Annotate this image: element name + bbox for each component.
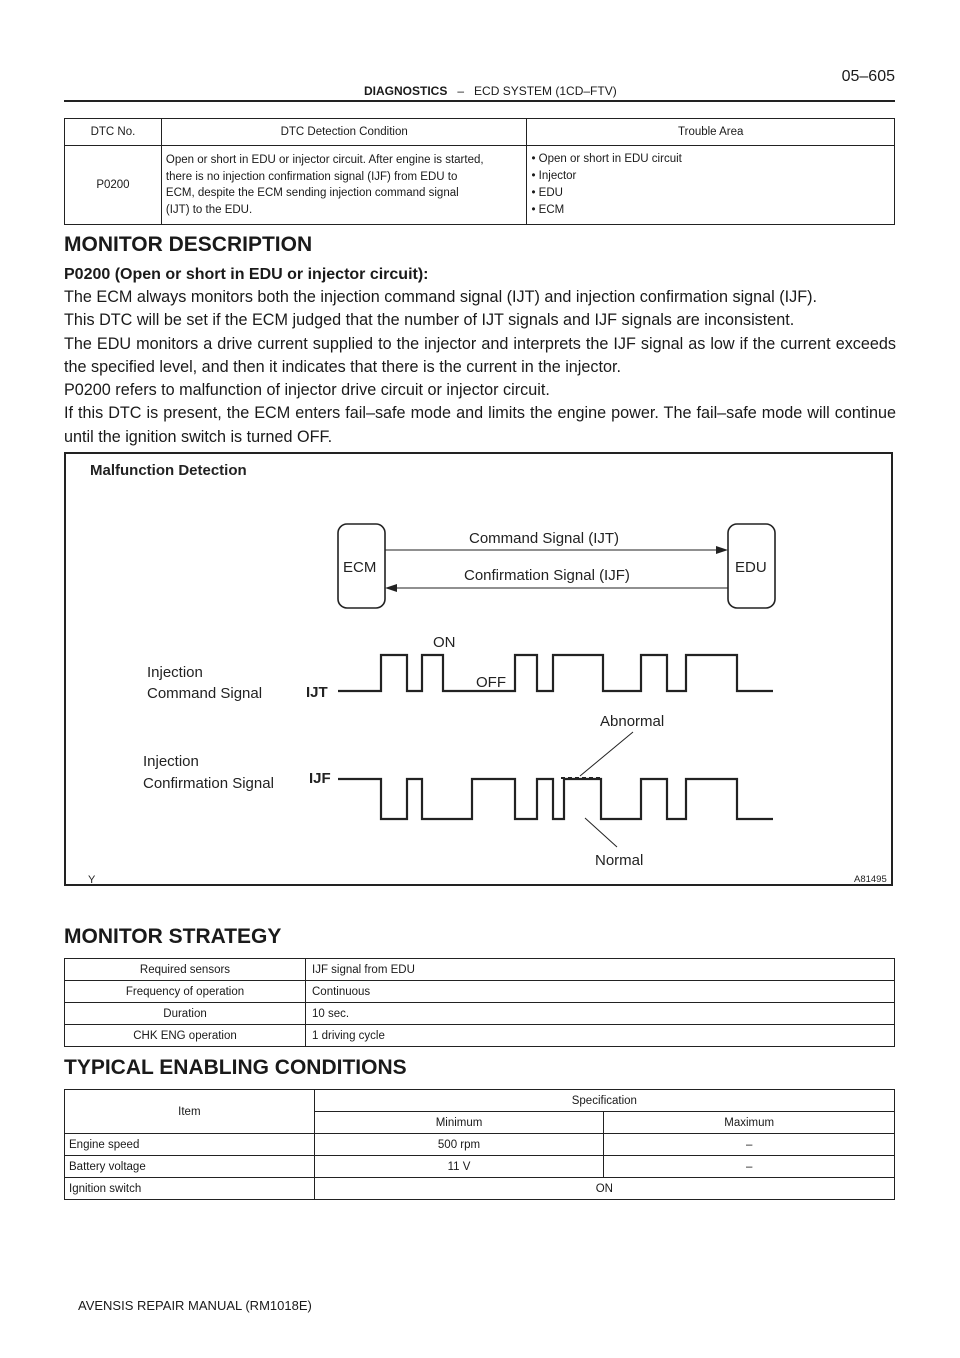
dtc-header-condition: DTC Detection Condition <box>161 119 527 146</box>
malfunction-detection-diagram <box>66 454 895 888</box>
strategy-key: Frequency of operation <box>65 981 306 1003</box>
dtc-code: P0200 <box>65 146 162 225</box>
on-label: ON <box>433 634 456 651</box>
table-row <box>65 1156 895 1178</box>
strategy-key: Duration <box>65 1003 306 1025</box>
description-paragraph: P0200 refers to malfunction of injector drive circuit or injector circuit. <box>64 381 550 400</box>
item-header: Item <box>65 1090 315 1134</box>
header-subsection: ECD SYSTEM (1CD–FTV) <box>474 84 617 98</box>
page-header <box>64 60 895 100</box>
strategy-value: Continuous <box>306 981 895 1003</box>
abnormal-label: Abnormal <box>600 713 665 730</box>
ijf-row-label: Injection <box>143 753 199 770</box>
specification-header: Specification <box>314 1090 894 1112</box>
trouble-area-item: • Open or short in EDU circuit <box>531 153 682 165</box>
dtc-condition-line: there is no injection confirmation signal (IJF) from EDU to <box>165 170 458 183</box>
confirmation-signal-label: Confirmation Signal (IJF) <box>464 567 630 584</box>
description-paragraph: This DTC will be set if the ECM judged that the number of IJT signals and IJF signals are inconsistent. <box>64 311 795 330</box>
strategy-key: CHK ENG operation <box>65 1025 306 1047</box>
description-paragraph: The EDU monitors a drive current supplied to the injector and interprets the IJF signal as low if the current exceeds the specified level, and then it indicates that there is the current in the injector. <box>64 334 896 376</box>
monitor-description-subtitle: P0200 (Open or short in EDU or injector circuit): <box>64 266 429 283</box>
ijt-waveform <box>338 655 773 691</box>
normal-label: Normal <box>595 852 644 869</box>
trouble-area-item: • Injector <box>531 170 577 182</box>
dtc-condition-line: ECM, despite the ECM sending injection command signal <box>165 187 459 199</box>
page-number: 05–605 <box>841 68 895 85</box>
maximum-header: Maximum <box>604 1112 895 1134</box>
condition-max: – <box>604 1134 895 1156</box>
monitor-description-title: MONITOR DESCRIPTION <box>64 233 313 256</box>
minimum-header: Minimum <box>314 1112 604 1134</box>
header-section: DIAGNOSTICS <box>364 84 448 98</box>
table-row <box>65 981 895 1003</box>
table-row <box>65 1025 895 1047</box>
ecm-label: ECM <box>343 559 377 576</box>
trouble-area-item: • ECM <box>531 204 565 216</box>
confirmation-arrowhead <box>385 584 397 592</box>
strategy-value: 10 sec. <box>306 1003 895 1025</box>
condition-max: – <box>604 1156 895 1178</box>
header-rule <box>64 100 895 102</box>
header-title <box>364 84 617 98</box>
ijt-tag: IJT <box>306 684 328 701</box>
figure-title: Malfunction Detection <box>90 462 247 479</box>
figure-code: A81495 <box>854 874 887 885</box>
dtc-trouble-areas <box>527 146 895 225</box>
monitor-description-body <box>64 286 896 449</box>
ijf-tag: IJF <box>309 770 331 787</box>
monitor-strategy-title: MONITOR STRATEGY <box>64 925 282 948</box>
monitor-strategy-table <box>64 958 895 1047</box>
table-row <box>65 1090 895 1112</box>
condition-min: 500 rpm <box>314 1134 604 1156</box>
dtc-table-header-row <box>65 119 895 146</box>
description-paragraph: If this DTC is present, the ECM enters fail–safe mode and limits the engine power. The fail–safe mode will continue until the ignition switch is turned OFF. <box>64 404 896 446</box>
ijt-row-label: Injection <box>147 664 203 681</box>
dtc-condition <box>161 146 527 225</box>
command-arrowhead <box>716 546 728 554</box>
dtc-table-row <box>65 146 895 225</box>
command-signal-label: Command Signal (IJT) <box>469 530 620 547</box>
manual-footer: AVENSIS REPAIR MANUAL (RM1018E) <box>78 1298 312 1313</box>
abnormal-leader-line <box>580 732 633 776</box>
enabling-conditions-title: TYPICAL ENABLING CONDITIONS <box>64 1056 407 1079</box>
strategy-key: Required sensors <box>65 959 306 981</box>
dtc-header-trouble-area: Trouble Area <box>527 119 895 146</box>
condition-min: 11 V <box>314 1156 604 1178</box>
ijf-waveform <box>338 779 773 819</box>
enabling-conditions-table <box>64 1089 895 1200</box>
strategy-value: 1 driving cycle <box>306 1025 895 1047</box>
figure-corner-mark: Y <box>88 874 96 886</box>
description-paragraph: The ECM always monitors both the injection command signal (IJT) and injection confirmation signal (IJF). <box>64 288 818 306</box>
dtc-condition-line: (IJT) to the EDU. <box>165 203 253 216</box>
table-row <box>65 959 895 981</box>
normal-leader-line <box>585 818 617 847</box>
condition-item: Ignition switch <box>65 1178 315 1200</box>
trouble-area-item: • EDU <box>531 187 563 199</box>
dtc-header-no: DTC No. <box>65 119 162 146</box>
edu-label: EDU <box>735 559 767 576</box>
strategy-value: IJF signal from EDU <box>306 959 895 981</box>
condition-value: ON <box>314 1178 894 1200</box>
malfunction-detection-figure <box>64 452 893 886</box>
table-row <box>65 1003 895 1025</box>
dtc-table <box>64 118 895 225</box>
header-separator: – <box>457 84 465 98</box>
dtc-condition-line: Open or short in EDU or injector circuit. After engine is started, <box>165 154 484 166</box>
table-row <box>65 1178 895 1200</box>
condition-item: Battery voltage <box>65 1156 315 1178</box>
off-label: OFF <box>476 674 506 691</box>
ijf-row-label: Confirmation Signal <box>143 775 274 792</box>
table-row <box>65 1134 895 1156</box>
ijt-row-label: Command Signal <box>147 685 263 702</box>
condition-item: Engine speed <box>65 1134 315 1156</box>
